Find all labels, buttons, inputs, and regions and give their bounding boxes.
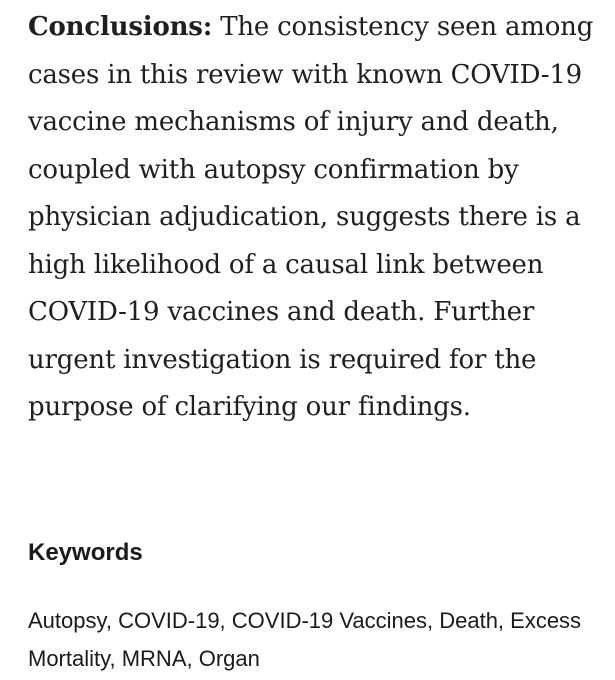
keywords-heading: Keywords: [28, 539, 143, 566]
conclusions-text: The consistency seen among cases in this review with known COVID-19 vaccine mechanisms of injury and death, coupled with autopsy confirmation by physician adjudication, suggests there is a high likelihood of a causal link between COVID-19 vaccines and death. Further urgent investigation is required for the purpose of clarifying our findings.: [28, 12, 594, 422]
conclusions-label: Conclusions:: [28, 12, 213, 42]
conclusions-paragraph: [28, 4, 600, 432]
keywords-list: Autopsy, COVID-19, COVID-19 Vaccines, Death, Excess Mortality, MRNA, Organ: [28, 608, 582, 671]
